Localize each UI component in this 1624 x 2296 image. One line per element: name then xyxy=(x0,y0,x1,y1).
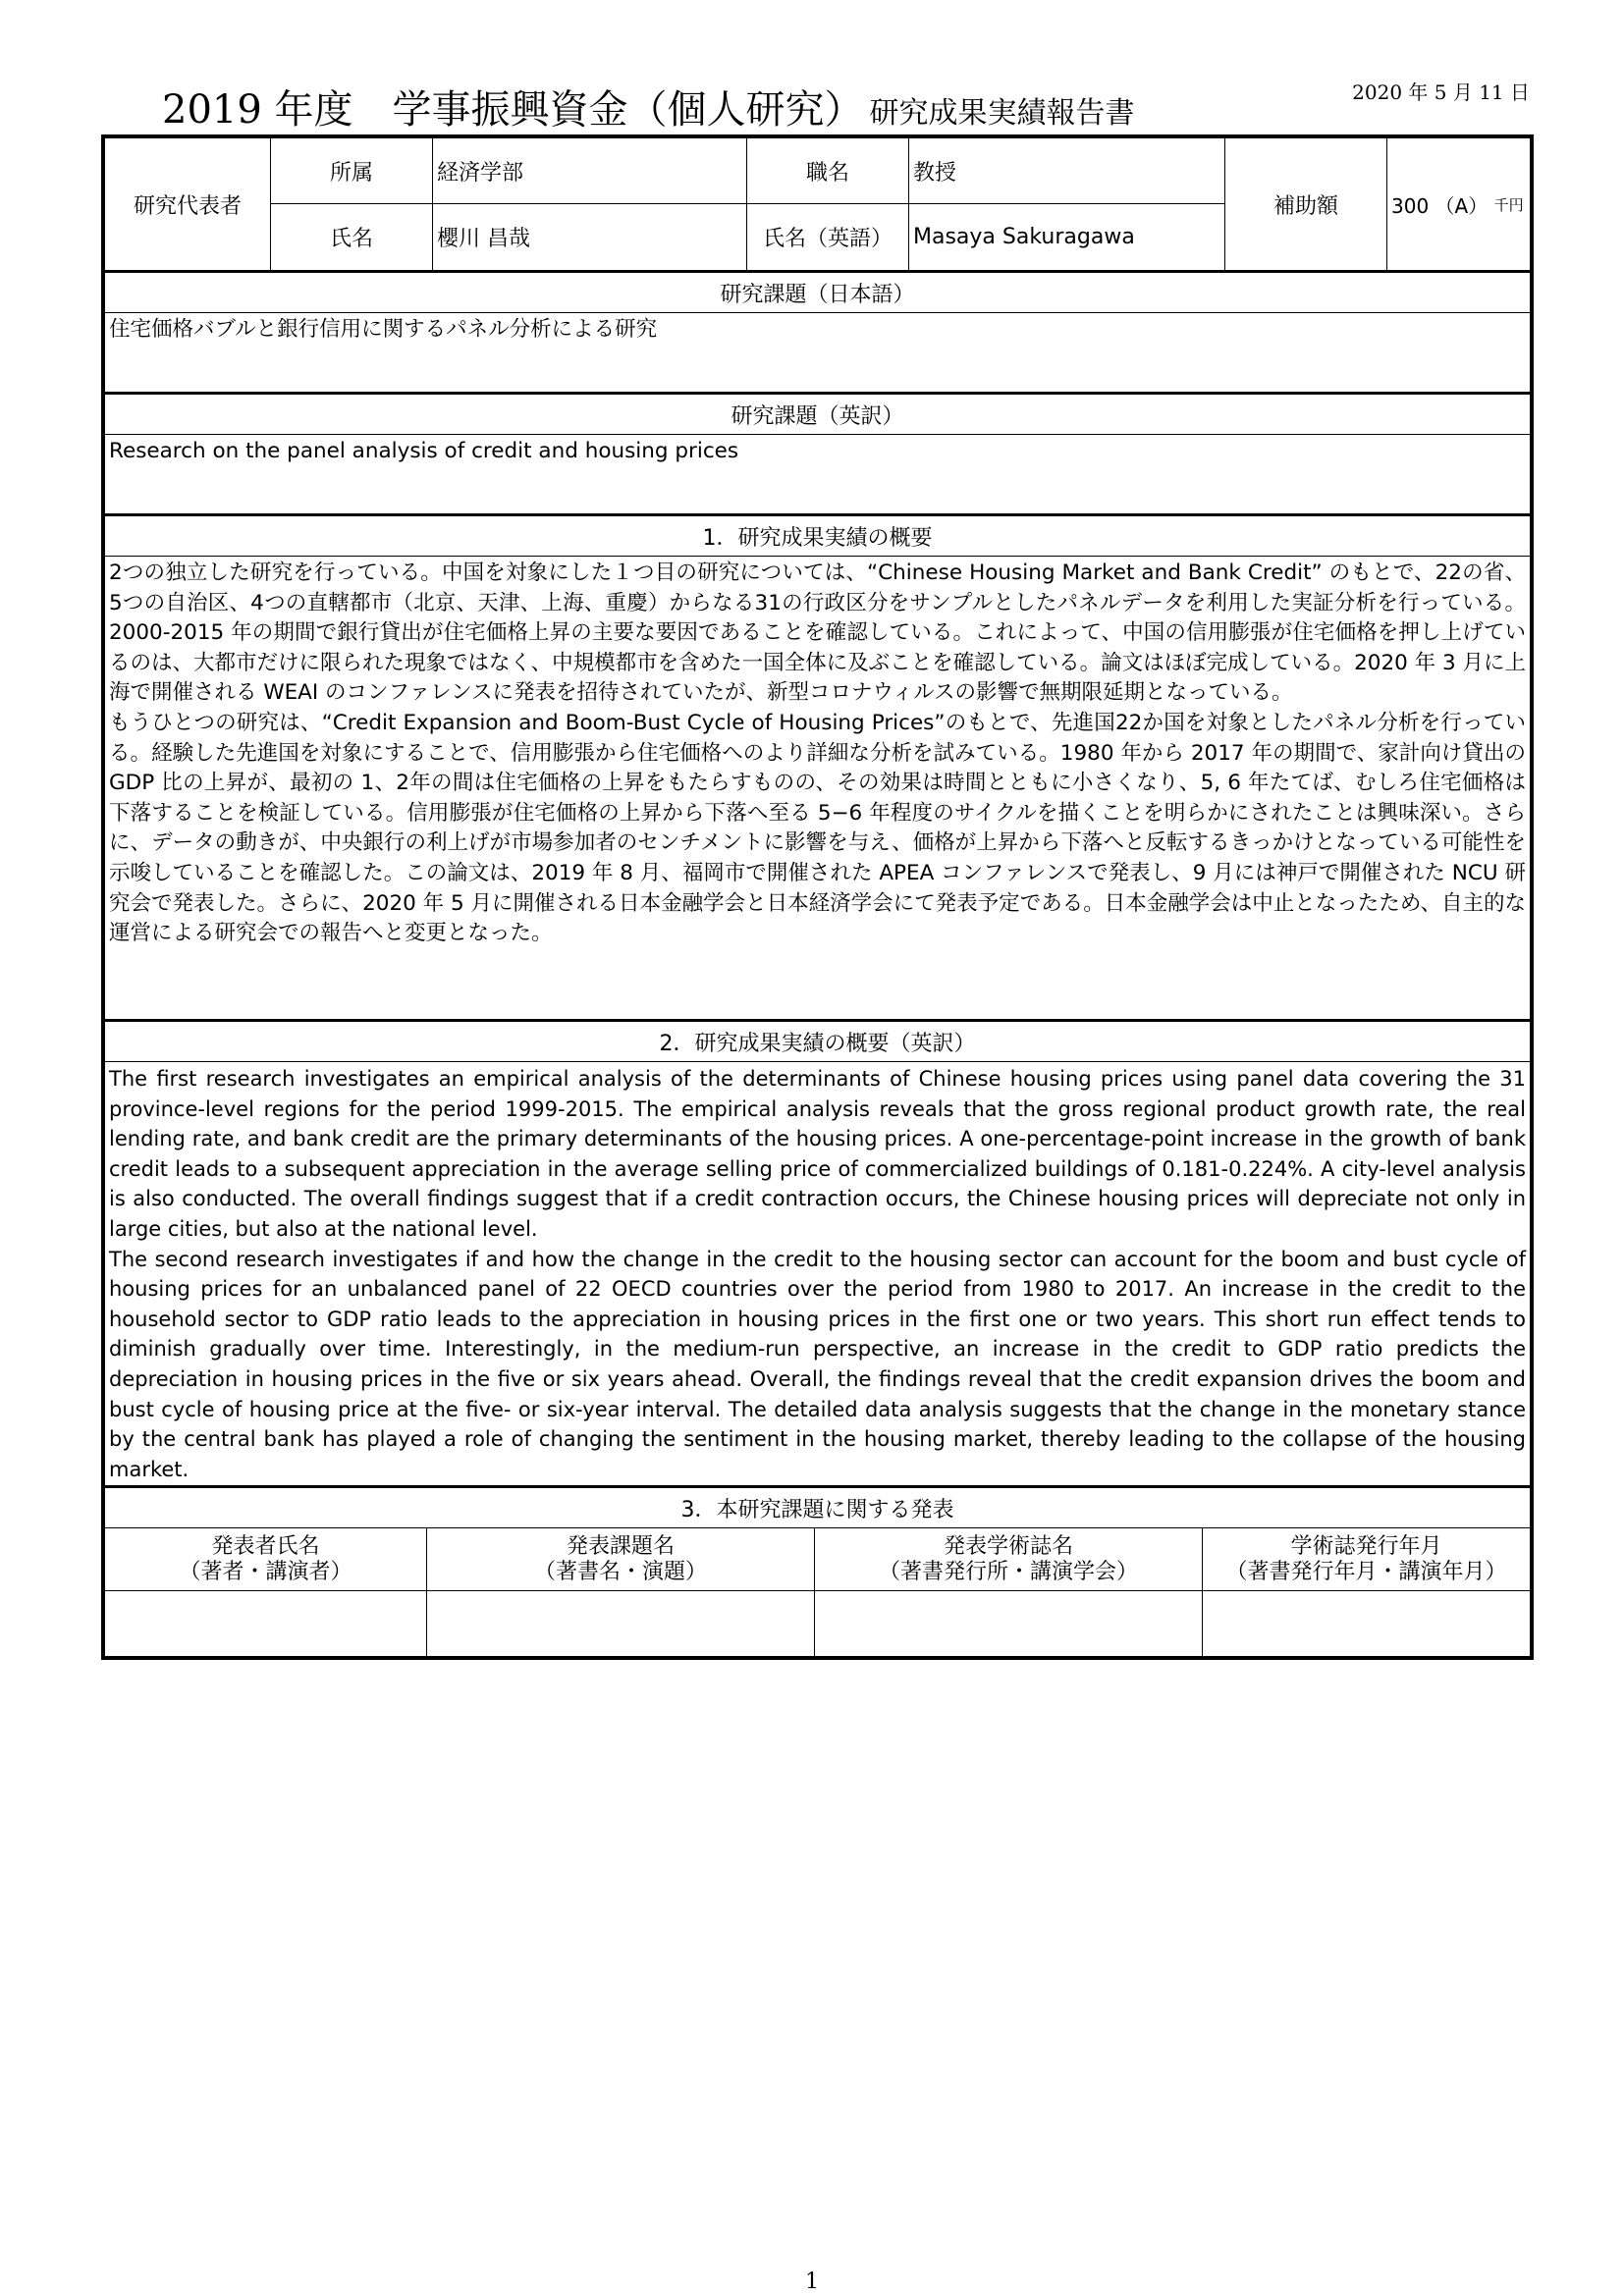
table-cell xyxy=(1203,1591,1530,1656)
summary-en-paragraph: The second research investigates if and how the change in the credit to the housing sector can account for the boom and bust cycle of housing prices for an unbalanced panel of 22 OECD countries over the period from 1980 to 2017. An increase in the credit to the household sector to GDP ratio leads to the appreciation in housing prices in the first one or two years. This short run effect tends to diminish gradually over time. Interestingly, in the medium-run perspective, an increase in the credit to GDP ratio predicts the depreciation in housing prices in the five or six years ahead. Overall, the findings reveal that the credit expansion drives the boom and bust cycle of housing price at the five- or six-year interval. The detailed data analysis suggests that the change in the monetary stance by the central bank has played a role of changing the sentiment in the housing market, thereby leading to the collapse of the housing market. xyxy=(109,1247,1526,1481)
summary-ja-paragraph: もうひとつの研究は、“Credit Expansion and Boom-Bust Cycle of Housing Prices”のもとで、先進国22か国を対象としたパネル分析を行っている。経験した先進国を対象にすることで、信用膨張から住宅価格へのより詳細な分析を試みている。1980 年から 2017 年の期間で、家計向け貸出の GDP 比の上昇が、最初の 1、2年の間は住宅価格の上昇をもたらすものの、その効果は時間とともに小さくなり、5, 6 年たてば、むしろ住宅価格は下落することを検証している。信用膨張が住宅価格の上昇から下落へ至る 5−6 年程度のサイクルを描くことを明らかにされたことは興味深い。さらに、データの動きが、中央銀行の利上げが市場参加者のセンチメントに影響を与え、価格が上昇から下落へと反転するきっかけとなっている可能性を示唆していることを確認した。この論文は、2019 年 8 月、福岡市で開催された APEA コンファレンスで発表し、9 月には神戸で開催された NCU 研究会で発表した。さらに、2020 年 5 月に開催される日本金融学会と日本経済学会にて発表予定である。日本金融学会は中止となったため、自主的な運営による研究会での報告へと変更となった。 xyxy=(109,710,1526,946)
fund-name: 学事振興資金（個人研究） xyxy=(392,87,864,133)
affiliation-value: 経済学部 xyxy=(432,138,746,204)
title-ja-content xyxy=(105,313,1530,395)
grant-amount: 300 （A） xyxy=(1391,193,1489,218)
researcher-label: 研究代表者 xyxy=(133,193,242,219)
summary-en-content xyxy=(105,1062,1530,1488)
summary-ja-header: 1．研究成果実績の概要 xyxy=(105,516,1530,557)
summary-ja-paragraph: 2つの独立した研究を行っている。中国を対象にした１つ目の研究については、“Chinese Housing Market and Bank Credit” のもとで、22の省、5つの自治区、4つの直轄都市（北京、天津、上海、重慶）からなる31の行政区分をサンプルとしたパネルデータを利用した実証分析を行っている。2000-2015 年の期間で銀行貸出が住宅価格上昇の主要な要因であることを確認している。これによって、中国の信用膨張が住宅価格を押し上げているのは、大都市だけに限られた現象ではなく、中規模都市を含めた一国全体に及ぶことを確認している。論文はほぼ完成している。2020 年 3 月に上海で開催される WEAI のコンファレンスに発表を招待されていたが、新型コロナウィルスの影響で無期限延期となっている。 xyxy=(109,561,1526,706)
affiliation-label: 所属 xyxy=(270,138,432,204)
position-value: 教授 xyxy=(908,138,1224,204)
fiscal-year: 2019 年度 xyxy=(162,87,353,133)
position-label: 職名 xyxy=(746,138,908,204)
table-cell xyxy=(105,1591,427,1656)
grant-value xyxy=(1386,138,1530,270)
name-en-value: Masaya Sakuragawa xyxy=(908,204,1224,270)
table-cell xyxy=(427,1591,815,1656)
title-ja-text: 住宅価格バブルと銀行信用に関するパネル分析による研究 xyxy=(109,317,658,342)
report-form xyxy=(101,134,1534,1660)
summary-ja-content xyxy=(105,557,1530,1022)
page-number: 1 xyxy=(805,2269,819,2294)
grant-unit: 千円 xyxy=(1493,195,1524,214)
column-header-date xyxy=(1203,1528,1530,1591)
title-en-text: Research on the panel analysis of credit and housing prices xyxy=(109,439,739,463)
document-title xyxy=(162,79,1135,134)
title-en-content xyxy=(105,435,1530,516)
column-header-line: （著書発行年月・講演年月） xyxy=(1225,1560,1507,1584)
column-header-line: （著書名・演題） xyxy=(533,1560,707,1584)
name-en-label: 氏名（英語） xyxy=(746,204,908,270)
title-en-header: 研究課題（英訳） xyxy=(105,395,1530,435)
name-value: 櫻川 昌哉 xyxy=(432,204,746,270)
column-header-line: （著書発行所・講演学会） xyxy=(878,1560,1138,1584)
report-type: 研究成果実績報告書 xyxy=(869,96,1135,131)
report-date: 2020 年 5 月 11 日 xyxy=(1352,80,1530,104)
summary-en-paragraph: The first research investigates an empirical analysis of the determinants of Chinese housing prices using panel data covering the 31 province-level regions for the period 1999-2015. The empirical analysis reveals that the gross regional product growth rate, the real lending rate, and bank credit are the primary determinants of the housing prices. A one-percentage-point increase in the growth of bank credit leads to a subsequent appreciation in the average selling price of commercialized buildings of 0.181-0.224%. A city-level analysis is also conducted. The overall findings suggest that if a credit contraction occurs, the Chinese housing prices will depreciate not only in large cities, but also at the national level. xyxy=(109,1067,1526,1241)
presentations-header: 3．本研究課題に関する発表 xyxy=(105,1488,1530,1528)
column-header-line: 発表学術誌名 xyxy=(943,1534,1073,1559)
table-cell xyxy=(815,1591,1203,1656)
column-header-journal xyxy=(815,1528,1203,1591)
presentations-table xyxy=(105,1528,1530,1656)
column-header-title xyxy=(427,1528,815,1591)
title-ja-header: 研究課題（日本語） xyxy=(105,273,1530,313)
researcher-info xyxy=(105,138,1530,273)
column-header-line: 学術誌発行年月 xyxy=(1290,1534,1442,1559)
column-header-line: （著者・講演者） xyxy=(179,1560,352,1584)
summary-en-header: 2．研究成果実績の概要（英訳） xyxy=(105,1022,1530,1062)
column-header-presenter xyxy=(105,1528,427,1591)
column-header-line: 発表課題名 xyxy=(566,1534,675,1559)
column-header-line: 発表者氏名 xyxy=(211,1534,320,1559)
name-label: 氏名 xyxy=(270,204,432,270)
grant-label: 補助額 xyxy=(1224,138,1386,270)
